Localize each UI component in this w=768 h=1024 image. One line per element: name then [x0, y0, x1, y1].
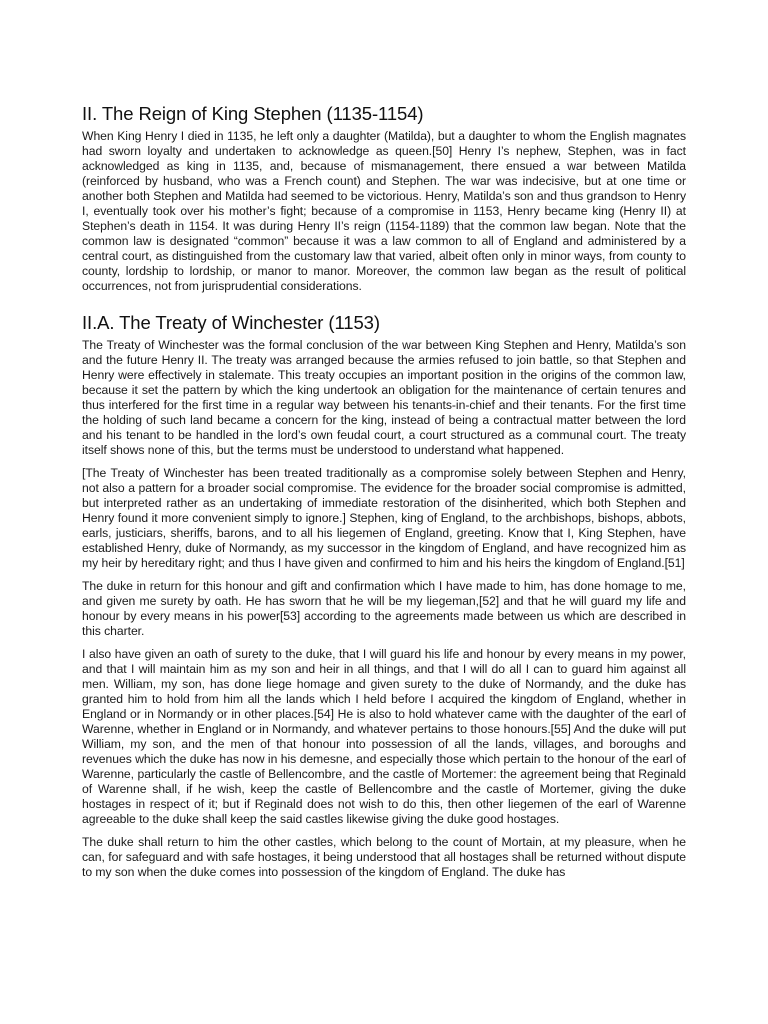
paragraph-treaty-text-2: The duke in return for this honour and gift and confirmation which I have made to him, has done homage to me, and given me surety by oath. He has sworn that he will be my liegeman,[52] and that he will guard my life and honour by every means in his power[53] according to the agreements made between us which are described in this charter. [82, 579, 686, 638]
paragraph-treaty-text-4: The duke shall return to him the other castles, which belong to the count of Mortain, at my pleasure, when he can, for safeguard and with safe hostages, it being understood that all hostages shall be returned without dispute to my son when the duke comes into possession of the kingdom of England. The duke has [82, 835, 686, 879]
paragraph-treaty-text-3: I also have given an oath of surety to the duke, that I will guard his life and honour by every means in my power, and that I will maintain him as my son and heir in all things, and that I will do all I can to guard him against all men. William, my son, has done liege homage and given surety to the duke of Normandy, and the duke has granted him to hold from him all the lands which I held before I acquired the kingdom of England, whether in England or in Normandy or in other places.[54] He is also to hold whatever came with the daughter of the earl of Warenne, whether in England or in Normandy, and whatever pertains to those honours.[55] And the duke will put William, my son, and the men of that honour into possession of all the lands, villages, and boroughs and revenues which the duke has now in his demesne, and especially those which pertain to the honour of the earl of Warenne, particularly the castle of Bellencombre, and the castle of Mortemer: the agreement being that Reginald of Warenne shall, if he wish, keep the castle of Bellencombre and the castle of Mortemer, giving the duke hostages in respect of it; but if Reginald does not wish to do this, then other liegemen of the earl of Warenne agreeable to the duke shall keep the said castles likewise giving the duke good hostages. [82, 647, 686, 826]
section-heading-treaty-of-winchester: II.A. The Treaty of Winchester (1153) [82, 312, 380, 333]
section-heading-reign-of-stephen: II. The Reign of King Stephen (1135-1154) [82, 103, 424, 124]
document-page [82, 102, 686, 888]
paragraph-treaty-text-1: [The Treaty of Winchester has been treated traditionally as a compromise solely between Stephen and Henry, not also a pattern for a broader social compromise. The evidence for the broader social compromise is admitted, but interpreted rather as an undertaking of immediate restoration of the disinherited, which both Stephen and Henry found it more convenient simply to ignore.] Stephen, king of England, to the archbishops, bishops, abbots, earls, justiciars, sheriffs, barons, and to all his liegemen of England, greeting. Know that I, King Stephen, have established Henry, duke of Normandy, as my successor in the kingdom of England, and have recognized him as my heir by hereditary right; and thus I have given and confirmed to him and his heirs the kingdom of England.[51] [82, 466, 686, 570]
paragraph-treaty-intro: The Treaty of Winchester was the formal conclusion of the war between King Stephen and Henry, Matilda’s son and the future Henry II. The treaty was arranged because the armies refused to join battle, so that Stephen and Henry were effectively in stalemate. This treaty occupies an important position in the origins of the common law, because it set the pattern by which the king undertook an obligation for the maintenance of certain tenures and thus interfered for the first time in a regular way between his tenants-in-chief and their tenants. For the first time the holding of such land became a concern for the king, instead of being a contractual matter between the lord and his tenant to be handled in the lord’s own feudal court, a court structured as a communal court. The treaty itself shows none of this, but the terms must be understood to understand what happened. [82, 338, 686, 457]
paragraph-reign-intro: When King Henry I died in 1135, he left only a daughter (Matilda), but a daughter to whom the English magnates had sworn loyalty and undertaken to acknowledge as queen.[50] Henry I’s nephew, Stephen, was in fact acknowledged as king in 1135, and, because of mismanagement, there ensued a war between Matilda (reinforced by husband, who was a French count) and Stephen. The war was indecisive, but at one time or another both Stephen and Matilda had seemed to be victorious. Henry, Matilda’s son and thus grandson to Henry I, eventually took over his mother’s fight; because of a compromise in 1153, Henry became king (Henry II) at Stephen’s death in 1154. It was during Henry II’s reign (1154-1189) that the common law began. Note that the common law is designated “common” because it was a law common to all of England and administered by a central court, as distinguished from the customary law that varied, albeit often only in minor ways, from county to county, lordship to lordship, or manor to manor. Moreover, the common law began as the result of political occurrences, not from jurisprudential considerations. [82, 129, 686, 293]
